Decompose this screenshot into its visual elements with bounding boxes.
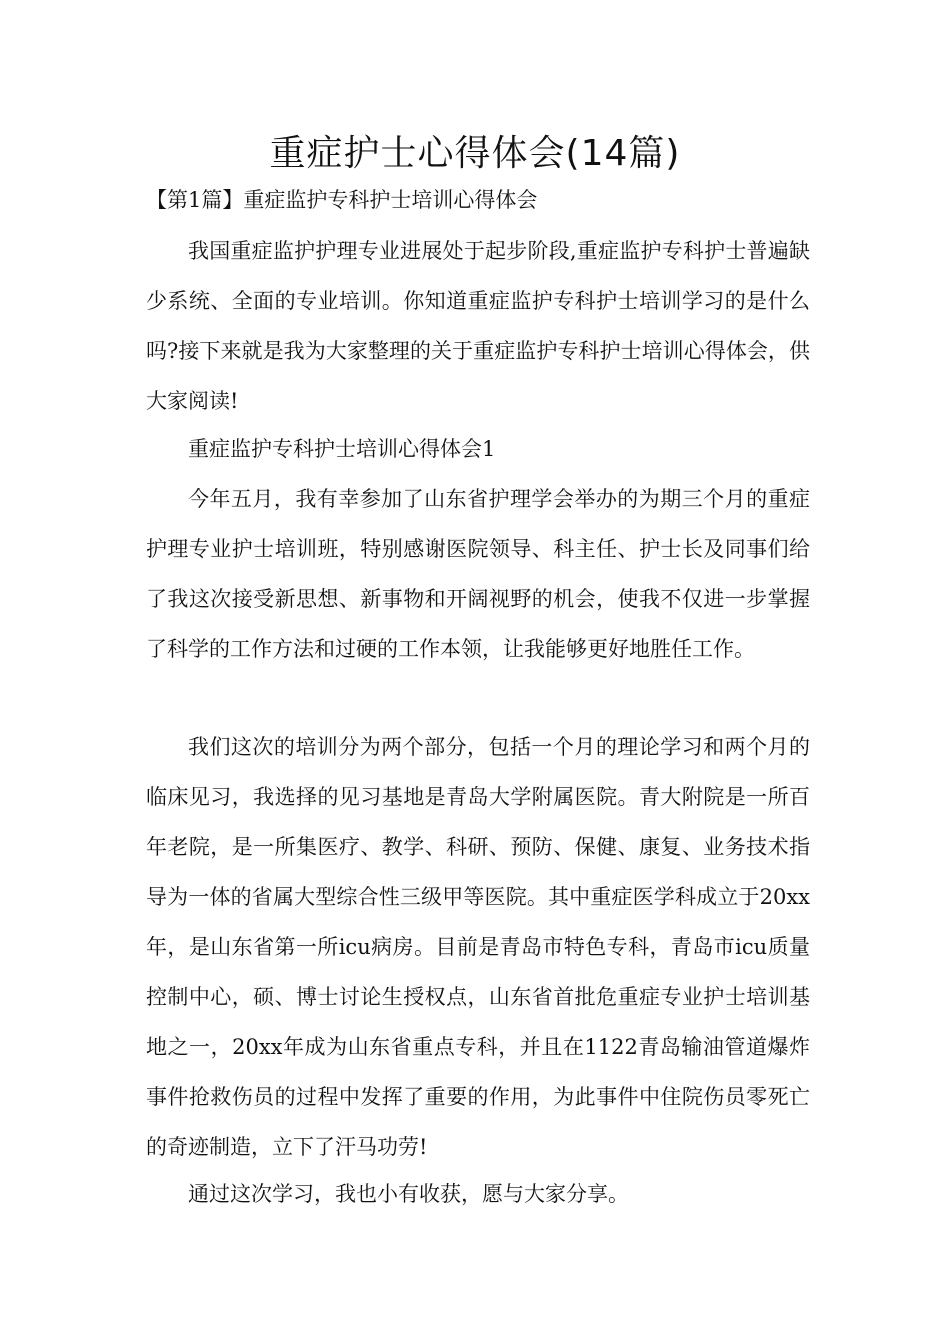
paragraph-training: 今年五月，我有幸参加了山东省护理学会举办的为期三个月的重症护理专业护士培训班，特别感谢医院领导、科主任、护士长及同事们给了我这次接受新思想、新事物和开阔视野的机会，使我不仅进一步掌握了科学的工作方法和过硬的工作本领，让我能够更好地胜任工作。	[146, 487, 810, 661]
section-heading: 【第1篇】重症监护专科护士培训心得体会	[146, 188, 538, 212]
paragraph-subtitle: 重症监护专科护士培训心得体会1	[188, 437, 496, 461]
paragraph-hospital: 我们这次的培训分为两个部分，包括一个月的理论学习和两个月的临床见习，我选择的见习基地是青岛大学附属医院。青大附院是一所百年老院，是一所集医疗、教学、科研、预防、保健、康复、业务技术指导为一体的省属大型综合性三级甲等医院。其中重症医学科成立于20xx年，是山东省第一所icu病房。目前是青岛市特色专科，青岛市icu质量控制中心，硕、博士讨论生授权点，山东省首批危重症专业护士培训基地之一，20xx年成为山东省重点专科，并且在1122青岛输油管道爆炸事件抢救伤员的过程中发挥了重要的作用，为此事件中住院伤员零死亡的奇迹制造，立下了汗马功劳!	[146, 735, 810, 1159]
paragraph-closing: 通过这次学习，我也小有收获，愿与大家分享。	[188, 1182, 629, 1206]
paragraph-intro: 我国重症监护护理专业进展处于起步阶段,重症监护专科护士普遍缺少系统、全面的专业培训。你知道重症监护专科护士培训学习的是什么吗?接下来就是我为大家整理的关于重症监护专科护士培训心得体会，供大家阅读!	[146, 239, 810, 413]
document-title: 重症护士心得体会(14篇)	[269, 133, 681, 174]
